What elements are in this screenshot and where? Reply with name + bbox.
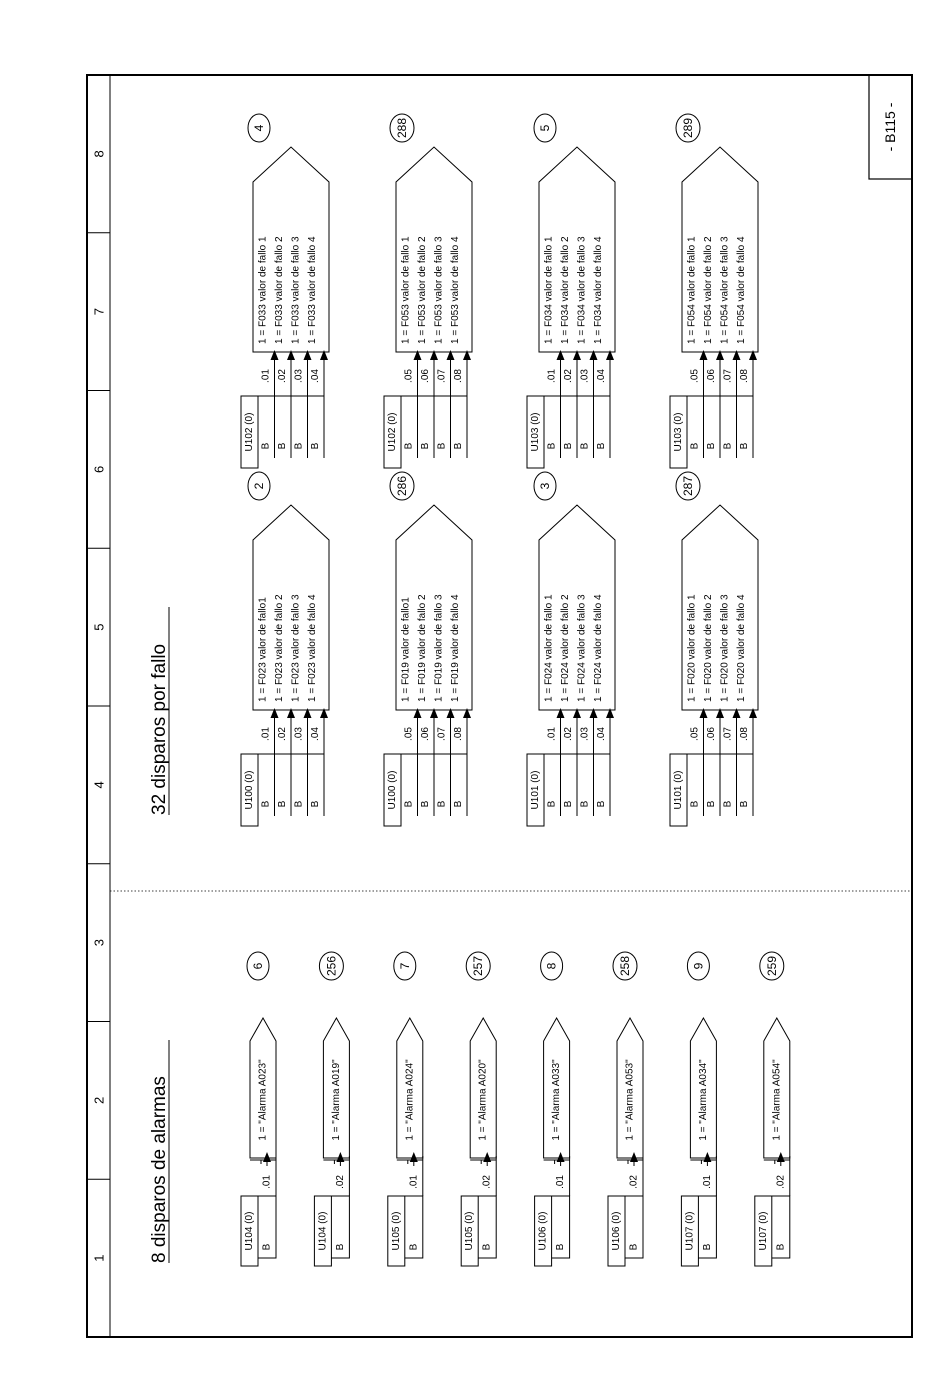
bit-type-label: B bbox=[579, 800, 591, 808]
fault-value-label: 1 = F053 valor de fallo 3 bbox=[433, 236, 445, 344]
alarm-block bbox=[241, 952, 276, 1266]
bit-type-label: B bbox=[293, 800, 305, 808]
bit-type-label: B bbox=[579, 442, 591, 450]
fault-value-label: 1 = F053 valor de fallo 4 bbox=[450, 236, 461, 344]
alarm-section-title: 8 disparos de alarmas bbox=[149, 1076, 170, 1263]
connector-number: 7 bbox=[397, 962, 412, 970]
parameter-label: U106 (0) bbox=[611, 1211, 622, 1251]
fault-value-label: 1 = F054 valor de fallo 1 bbox=[686, 236, 698, 344]
connector-number: 3 bbox=[538, 482, 552, 490]
bit-type-label: B bbox=[310, 800, 321, 808]
bit-type-label: B bbox=[555, 1243, 567, 1251]
connector-number: 256 bbox=[324, 955, 339, 977]
column-number: 3 bbox=[91, 939, 107, 947]
bit-index: .05 bbox=[689, 369, 701, 383]
connector-number: 4 bbox=[252, 124, 266, 132]
fault-value-label: 1 = F019 valor de fallo1 bbox=[400, 597, 412, 702]
bit-index: .06 bbox=[420, 727, 431, 741]
bit-index: .08 bbox=[453, 727, 464, 741]
fault-block bbox=[527, 114, 615, 468]
bit-type-label: B bbox=[722, 800, 734, 808]
connector-number: 287 bbox=[681, 475, 695, 497]
fault-value-label: 1 = F033 valor de fallo 2 bbox=[274, 236, 285, 344]
bit-type-label: B bbox=[706, 800, 717, 808]
parameter-label: U107 (0) bbox=[757, 1211, 769, 1251]
bit-type-label: B bbox=[546, 442, 558, 450]
bit-index: .02 bbox=[628, 1175, 640, 1189]
bit-index: .02 bbox=[563, 369, 574, 383]
alarm-label: 1 = "Alarma A023" bbox=[257, 1059, 269, 1141]
bit-index: .02 bbox=[775, 1175, 787, 1189]
parameter-label: U105 (0) bbox=[464, 1211, 476, 1251]
fault-block bbox=[241, 114, 329, 468]
fault-block bbox=[527, 472, 615, 826]
bit-type-label: B bbox=[689, 800, 701, 808]
alarm-label: 1 = "Alarma A034" bbox=[697, 1059, 709, 1141]
fault-value-label: 1 = F054 valor de fallo 2 bbox=[703, 236, 714, 344]
fault-value-label: 1 = F024 valor de fallo 2 bbox=[560, 594, 571, 702]
fault-value-label: 1 = F054 valor de fallo 4 bbox=[736, 236, 747, 344]
bit-index: .04 bbox=[596, 369, 607, 383]
signal-arrow bbox=[483, 1152, 491, 1162]
bit-type-label: B bbox=[453, 442, 464, 450]
bit-type-label: B bbox=[261, 1243, 273, 1251]
bit-index: .02 bbox=[563, 727, 574, 741]
bit-type-label: B bbox=[689, 442, 701, 450]
signal-arrow bbox=[336, 1152, 344, 1162]
fault-value-label: 1 = F023 valor de fallo 2 bbox=[274, 594, 285, 702]
bit-index: .08 bbox=[453, 369, 464, 383]
connector-number: 9 bbox=[691, 962, 706, 970]
fault-value-label: 1 = F020 valor de fallo 2 bbox=[703, 594, 714, 702]
fault-value-label: 1 = F023 valor de fallo 3 bbox=[290, 594, 302, 702]
fault-block bbox=[670, 472, 758, 826]
column-number: 1 bbox=[91, 1254, 107, 1262]
bit-type-label: B bbox=[436, 442, 448, 450]
bit-index: .03 bbox=[293, 727, 305, 741]
parameter-label: U107 (0) bbox=[684, 1211, 696, 1251]
fault-value-label: 1 = F024 valor de fallo 1 bbox=[543, 594, 555, 702]
column-number: 5 bbox=[91, 623, 107, 631]
column-number: 4 bbox=[91, 781, 107, 789]
fault-blocks bbox=[241, 114, 758, 826]
bit-index: .02 bbox=[277, 727, 288, 741]
alarm-block bbox=[755, 952, 790, 1266]
bit-type-label: B bbox=[628, 1243, 640, 1251]
fault-value-label: 1 = F024 valor de fallo 4 bbox=[593, 594, 604, 702]
bit-type-label: B bbox=[739, 442, 750, 450]
alarm-block bbox=[388, 952, 423, 1266]
bit-index: .01 bbox=[408, 1175, 420, 1189]
fault-block bbox=[384, 472, 472, 826]
bit-index: .03 bbox=[579, 727, 591, 741]
fault-section-title: 32 disparos por fallo bbox=[149, 643, 170, 815]
bit-index: .05 bbox=[403, 727, 415, 741]
fault-value-label: 1 = F024 valor de fallo 3 bbox=[576, 594, 588, 702]
alarm-block bbox=[681, 952, 716, 1266]
bit-index: .01 bbox=[555, 1175, 567, 1189]
column-number: 8 bbox=[91, 150, 107, 158]
page-frame bbox=[87, 75, 912, 1337]
bit-index: .07 bbox=[722, 369, 734, 383]
bit-type-label: B bbox=[293, 442, 305, 450]
bit-type-label: B bbox=[453, 800, 464, 808]
fault-value-label: 1 = F054 valor de fallo 3 bbox=[719, 236, 731, 344]
connector-number: 6 bbox=[251, 962, 265, 970]
parameter-label: U103 (0) bbox=[530, 412, 541, 452]
parameter-label: U106 (0) bbox=[537, 1211, 549, 1251]
bit-index: .06 bbox=[706, 727, 717, 741]
bit-type-label: B bbox=[403, 442, 415, 450]
bit-index: .02 bbox=[277, 369, 288, 383]
alarm-label: 1 = "Alarma A054" bbox=[771, 1059, 783, 1141]
bit-type-label: B bbox=[481, 1243, 493, 1251]
fault-value-label: 1 = F019 valor de fallo 2 bbox=[417, 594, 428, 702]
alarm-label: 1 = "Alarma A053" bbox=[624, 1059, 636, 1141]
bit-index: .06 bbox=[420, 369, 431, 383]
bit-type-label: B bbox=[310, 442, 321, 450]
signal-arrow bbox=[630, 1152, 638, 1162]
bit-type-label: B bbox=[420, 442, 431, 450]
bit-type-label: B bbox=[260, 442, 272, 450]
fault-value-label: 1 = F019 valor de fallo 4 bbox=[450, 594, 461, 702]
parameter-label: U101 (0) bbox=[673, 770, 684, 810]
bit-index: .01 bbox=[261, 1175, 273, 1189]
bit-index: .06 bbox=[706, 369, 717, 383]
alarm-label: 1 = "Alarma A020" bbox=[477, 1059, 489, 1141]
bit-index: .07 bbox=[436, 727, 448, 741]
bit-type-label: B bbox=[706, 442, 717, 450]
bit-index: .04 bbox=[310, 369, 321, 383]
fault-block bbox=[670, 114, 758, 468]
bit-index: .05 bbox=[689, 727, 701, 741]
column-number: 7 bbox=[91, 308, 107, 316]
parameter-label: U100 (0) bbox=[244, 770, 255, 810]
parameter-label: U100 (0) bbox=[387, 770, 398, 810]
bit-index: .01 bbox=[701, 1175, 713, 1189]
fault-block bbox=[384, 114, 472, 468]
parameter-label: U104 (0) bbox=[244, 1211, 255, 1251]
bit-index: .04 bbox=[310, 727, 321, 741]
fault-value-label: 1 = F019 valor de fallo 3 bbox=[433, 594, 445, 702]
alarm-block bbox=[535, 952, 570, 1266]
fault-value-label: 1 = F034 valor de fallo 1 bbox=[543, 236, 555, 344]
fault-value-label: 1 = F033 valor de fallo 3 bbox=[290, 236, 302, 344]
fault-value-label: 1 = F034 valor de fallo 3 bbox=[576, 236, 588, 344]
signal-arrow bbox=[703, 1152, 711, 1162]
connector-number: 289 bbox=[681, 117, 695, 139]
bit-type-label: B bbox=[436, 800, 448, 808]
fault-value-label: 1 = F023 valor de fallo1 bbox=[257, 597, 269, 702]
connector-number: 5 bbox=[538, 124, 552, 132]
alarm-blocks bbox=[241, 952, 790, 1266]
bit-type-label: B bbox=[334, 1243, 346, 1251]
bit-index: .07 bbox=[436, 369, 448, 383]
bit-index: .01 bbox=[546, 369, 558, 383]
column-number-strip bbox=[87, 150, 110, 1261]
bit-type-label: B bbox=[739, 800, 750, 808]
bit-type-label: B bbox=[277, 800, 288, 808]
bit-type-label: B bbox=[596, 442, 607, 450]
connector-number: 258 bbox=[618, 955, 632, 977]
bit-type-label: B bbox=[403, 800, 415, 808]
bit-index: .08 bbox=[739, 369, 750, 383]
bit-type-label: B bbox=[408, 1243, 420, 1251]
fault-value-label: 1 = F033 valor de fallo 1 bbox=[257, 236, 269, 344]
parameter-label: U105 (0) bbox=[390, 1211, 402, 1251]
alarm-block bbox=[608, 952, 643, 1266]
bit-type-label: B bbox=[701, 1243, 713, 1251]
bit-index: .05 bbox=[403, 369, 415, 383]
bit-type-label: B bbox=[596, 800, 607, 808]
bit-index: .01 bbox=[546, 727, 558, 741]
fault-value-label: 1 = F020 valor de fallo 1 bbox=[686, 594, 698, 702]
bit-type-label: B bbox=[260, 800, 272, 808]
connector-number: 288 bbox=[395, 117, 409, 139]
fault-value-label: 1 = F033 valor de fallo 4 bbox=[307, 236, 318, 344]
alarm-label: 1 = "Alarma A033" bbox=[551, 1059, 563, 1141]
signal-arrow bbox=[410, 1152, 418, 1162]
bit-index: .03 bbox=[579, 369, 591, 383]
bit-type-label: B bbox=[563, 800, 574, 808]
page-id: - B115 - bbox=[882, 102, 898, 152]
fault-value-label: 1 = F020 valor de fallo 4 bbox=[736, 594, 747, 702]
connector-number: 8 bbox=[544, 962, 559, 970]
bit-type-label: B bbox=[775, 1243, 787, 1251]
bit-type-label: B bbox=[722, 442, 734, 450]
parameter-label: U102 (0) bbox=[387, 412, 398, 452]
parameter-label: U101 (0) bbox=[530, 770, 541, 810]
bit-index: .02 bbox=[334, 1175, 346, 1189]
signal-arrow bbox=[263, 1152, 271, 1162]
bit-index: .01 bbox=[260, 369, 272, 383]
column-number: 6 bbox=[91, 465, 107, 473]
connector-number: 286 bbox=[395, 475, 409, 497]
alarm-block bbox=[461, 952, 496, 1266]
bit-index: .02 bbox=[481, 1175, 493, 1189]
connector-number: 2 bbox=[252, 482, 266, 490]
parameter-label: U104 (0) bbox=[317, 1211, 329, 1251]
bit-index: .08 bbox=[739, 727, 750, 741]
fault-value-label: 1 = F053 valor de fallo 1 bbox=[400, 236, 412, 344]
parameter-label: U102 (0) bbox=[244, 412, 255, 452]
bit-type-label: B bbox=[420, 800, 431, 808]
fault-value-label: 1 = F053 valor de fallo 2 bbox=[417, 236, 428, 344]
signal-arrow bbox=[557, 1152, 565, 1162]
parameter-label: U103 (0) bbox=[673, 412, 684, 452]
bit-index: .04 bbox=[596, 727, 607, 741]
fault-value-label: 1 = F020 valor de fallo 3 bbox=[719, 594, 731, 702]
alarm-label: 1 = "Alarma A019" bbox=[330, 1059, 342, 1141]
connector-number: 257 bbox=[471, 955, 486, 977]
fault-block bbox=[241, 472, 329, 826]
alarm-block bbox=[314, 952, 349, 1266]
bit-type-label: B bbox=[277, 442, 288, 450]
bit-index: .03 bbox=[293, 369, 305, 383]
signal-arrow bbox=[777, 1152, 785, 1162]
bit-index: .01 bbox=[260, 727, 272, 741]
bit-index: .07 bbox=[722, 727, 734, 741]
column-number: 2 bbox=[91, 1096, 107, 1104]
bit-type-label: B bbox=[546, 800, 558, 808]
bit-type-label: B bbox=[563, 442, 574, 450]
connector-number: 259 bbox=[764, 955, 779, 977]
fault-value-label: 1 = F023 valor de fallo 4 bbox=[307, 594, 318, 702]
alarm-label: 1 = "Alarma A024" bbox=[404, 1059, 416, 1141]
fault-value-label: 1 = F034 valor de fallo 4 bbox=[593, 236, 604, 344]
fault-value-label: 1 = F034 valor de fallo 2 bbox=[560, 236, 571, 344]
